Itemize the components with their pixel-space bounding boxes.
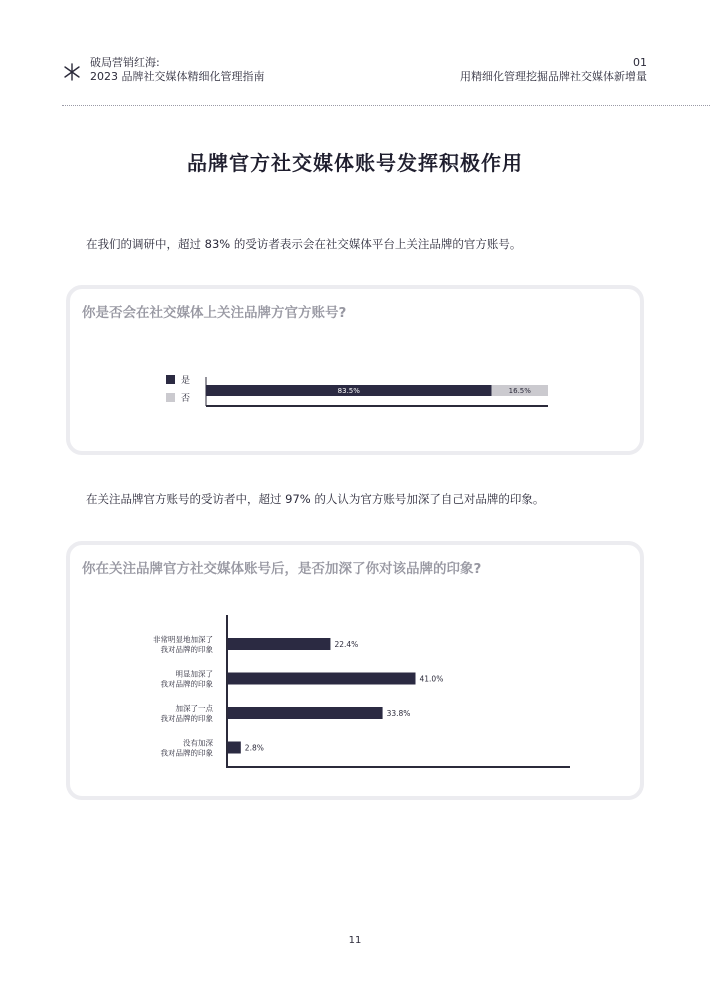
category-label-line2: 我对品牌的印象 [160, 748, 213, 758]
section-heading [460, 56, 647, 84]
category-label-line2: 我对品牌的印象 [160, 714, 213, 723]
impression-paragraph: 在关注品牌官方账号的受访者中，超过 97% 的人认为官方账号加深了自己对品牌的印象。 [86, 492, 545, 506]
category-label-line1: 没有加深 [183, 738, 213, 748]
impression-chart-card [66, 541, 644, 800]
intro-paragraph: 在我们的调研中，超过 83% 的受访者表示会在社交媒体平台上关注品牌的官方账号。 [86, 237, 522, 251]
bar-value-label: 16.5% [508, 387, 531, 395]
legend-swatch [166, 393, 175, 402]
bar [228, 638, 330, 650]
category-label-line1: 明显加深了 [175, 669, 213, 679]
page-header [62, 56, 647, 90]
category-label-line1: 非常明显地加深了 [153, 635, 213, 644]
legend-label: 否 [181, 394, 191, 404]
bar-value-label: 41.0% [419, 674, 444, 684]
follow-account-chart-card [66, 285, 644, 455]
header-divider [62, 105, 710, 106]
category-label-line1: 加深了一点 [175, 704, 213, 713]
bar [228, 707, 383, 719]
legend-swatch [166, 375, 175, 384]
category-label-line2: 我对品牌的印象 [160, 679, 213, 689]
document-title-line1: 破局营销红海: [90, 56, 160, 69]
page-title: 品牌官方社交媒体账号发挥积极作用 [187, 151, 523, 175]
bar-value-label: 2.8% [244, 743, 264, 753]
chart-title: 你在关注品牌官方社交媒体账号后，是否加深了你对该品牌的印象? [82, 561, 482, 577]
follow-account-chart [70, 289, 640, 451]
asterisk-logo-icon [62, 62, 82, 82]
bar [228, 742, 241, 754]
category-label-line2: 我对品牌的印象 [160, 645, 213, 654]
section-number: 01 [633, 56, 647, 69]
section-title: 用精细化管理挖掘品牌社交媒体新增量 [460, 70, 647, 83]
chart-title: 你是否会在社交媒体上关注品牌方官方账号? [82, 305, 347, 321]
page-number: 11 [348, 935, 362, 946]
bar [228, 673, 416, 685]
bar-value-label: 83.5% [337, 387, 360, 395]
bar-value-label: 33.8% [386, 709, 411, 718]
impression-chart [70, 545, 640, 796]
legend-label: 是 [181, 376, 191, 386]
document-title-line2: 2023 品牌社交媒体精细化管理指南 [90, 70, 265, 83]
document-title [90, 56, 265, 84]
bar-value-label: 22.4% [334, 640, 359, 649]
